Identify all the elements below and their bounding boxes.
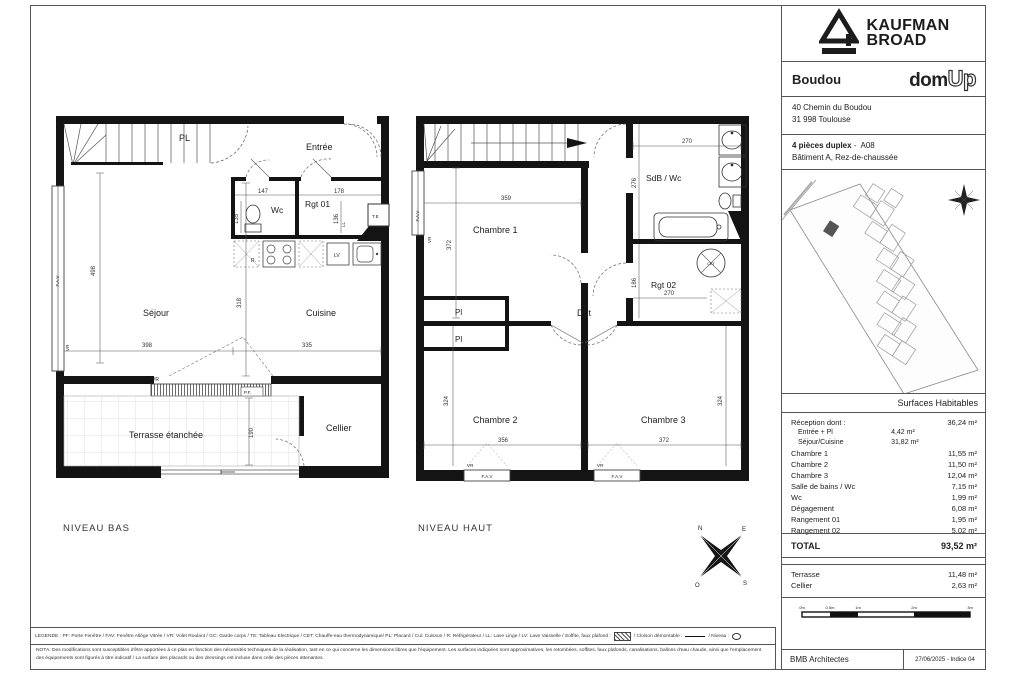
label-fav-bas: F.A.V — [55, 275, 60, 287]
label-vr-window: VR — [65, 344, 70, 351]
kaufman-broad-logo-icon — [819, 8, 859, 60]
sheet-frame — [30, 5, 986, 670]
label-dgt: Dgt — [577, 308, 592, 318]
label-sejour: Séjour — [143, 308, 170, 318]
label-vr-ch3: VR — [597, 463, 604, 468]
toilet-icon — [245, 205, 261, 232]
legend-niveau: / Niveau : — [708, 633, 730, 639]
compass-e: E — [742, 527, 747, 533]
label-fridge: R. — [251, 258, 256, 264]
domup-up: Up — [947, 66, 976, 91]
dim-324-left: 324 — [444, 395, 450, 407]
scale-bar — [798, 604, 978, 622]
dim-135: 135 — [234, 213, 240, 225]
panel-footer — [782, 649, 986, 669]
label-terrasse: Terrasse étanchée — [129, 430, 204, 440]
svg-text:2m: 2m — [911, 605, 917, 610]
site-compass-icon — [948, 184, 980, 216]
label-chambre2: Chambre 2 — [473, 415, 518, 425]
label-cet: CET — [707, 261, 715, 266]
table-row: Rangement 02 5,02 m² — [791, 526, 977, 535]
unit-sep: - — [853, 141, 857, 150]
surfaces-title: Surfaces Habitables — [897, 398, 978, 408]
title-niveau-haut: NIVEAU HAUT — [418, 523, 493, 534]
compass-o: O — [695, 583, 700, 589]
annex-surfaces — [782, 564, 986, 598]
domup-dom: dom — [909, 70, 948, 91]
svg-text:1m: 1m — [855, 605, 861, 610]
dim-318: 318 — [237, 297, 243, 309]
walls-haut — [416, 116, 749, 481]
kitchen-appliances — [234, 241, 381, 267]
level-mark-icon — [732, 633, 741, 640]
plan-niveau-haut — [411, 113, 756, 485]
table-subrow: Entrée + Pl 4,42 m² — [798, 429, 915, 436]
surfaces-table — [782, 413, 986, 533]
label-pf: P.F. — [244, 390, 252, 395]
dim-372: 372 — [447, 239, 453, 251]
dim-335: 335 — [301, 343, 313, 349]
label-cuisine: Cuisine — [306, 308, 337, 318]
dim-324-right: 324 — [718, 395, 724, 407]
brand-name-line1: KAUFMAN — [866, 16, 950, 34]
scale-bar-area — [782, 598, 986, 649]
compass-s: S — [743, 581, 748, 587]
table-subrow: Séjour/Cuisine 31,82 m² — [798, 439, 919, 446]
address-block — [782, 96, 986, 134]
bathroom-fixtures — [654, 125, 746, 241]
nota-strip — [31, 644, 776, 669]
svg-text:0,5m: 0,5m — [825, 605, 835, 610]
brand-name-line2: BROAD — [866, 31, 927, 49]
dim-372-ch3: 372 — [658, 438, 670, 444]
table-row: Salle de bains / Wc 7,15 m² — [791, 482, 977, 491]
title-niveau-bas: NIVEAU BAS — [63, 523, 131, 534]
label-pl2: Pl — [455, 335, 463, 344]
label-fav-ch3: F.A.V — [611, 474, 623, 479]
table-row: Wc 1,99 m² — [791, 493, 977, 502]
dim-356: 356 — [497, 438, 509, 444]
soffit-hatch-icon — [614, 632, 631, 641]
dim-270-rgt: 270 — [663, 291, 675, 297]
stair-bas — [64, 124, 248, 165]
table-row: Cellier 2,63 m² — [791, 581, 977, 590]
surfaces-header — [782, 393, 986, 413]
unit-ref: A08 — [860, 141, 875, 150]
legend-cloison: / Cloison démontable : — [633, 633, 683, 639]
compass-rose — [676, 514, 766, 599]
svg-text:3m: 3m — [967, 605, 973, 610]
table-row: Terrasse 11,48 m² — [791, 570, 977, 579]
stair-arrow — [567, 138, 587, 148]
brand-logo-block — [782, 6, 986, 61]
svg-text:0m: 0m — [799, 605, 805, 610]
dim-136: 136 — [334, 213, 340, 225]
architect-name: BMB Architectes — [782, 650, 904, 669]
label-lv: LV — [334, 253, 340, 259]
label-entree: Entrée — [306, 142, 333, 152]
label-vr-haut: VR — [427, 236, 432, 243]
stair-haut — [424, 124, 578, 161]
site-plan — [782, 169, 986, 393]
label-fav-haut: F.A.V — [415, 210, 420, 222]
domup-logo — [909, 66, 976, 92]
dim-398: 398 — [141, 343, 153, 349]
unit-type: 4 pièces duplex — [792, 141, 852, 150]
label-fav-ch2: F.A.V — [481, 474, 493, 479]
cet-icon — [697, 249, 725, 277]
table-row: Chambre 2 11,50 m² — [791, 460, 977, 469]
legend-text: LEGENDE : PF: Porte Fenêtre / FAV: Fenêtre Allège Vitrée / VR: Volet Roulant / GC: Garde corps / TE: Tableau Electrique / CET: Chauffe-eau thermodynamique/ PL: Placard / Cui: Cuisson / R: Réfrigérateur / LL: Lave Linge / LV: Lave Vaisselle / Soffite, faux plafond : — [35, 633, 611, 639]
label-vr-ch2: VR — [467, 463, 474, 468]
dim-359: 359 — [500, 196, 512, 202]
dim-178: 178 — [333, 189, 345, 195]
dim-276: 276 — [632, 177, 638, 189]
compass-n: N — [698, 526, 703, 532]
label-wc: Wc — [271, 205, 284, 215]
dim-270-sdb: 270 — [681, 139, 693, 145]
nota-text: NOTA: Des modifications sont susceptibles d'être apportées à ce plan en fonction des nécessités techniques de la réalisation, tant en ce qui concerne les dimensions libres que l'équipement. Les surfaces indiquées sont approximatives, les retombées, soffites, faux plafonds, canalisations, ballons d'eau chaude, ainsi que l'emplacement des équipements sont figurés à titre indicatif / La surface des placards ou des dressings est incluse dans celle des pièces attenantes. — [36, 648, 762, 661]
address-line2: 31 998 Toulouse — [792, 115, 851, 124]
table-row: Réception dont : 36,24 m² — [791, 418, 977, 427]
address-line1: 40 Chemin du Boudou — [792, 103, 872, 112]
table-row: Dégagement 6,08 m² — [791, 504, 977, 513]
label-te: T.E — [372, 214, 379, 219]
dim-147: 147 — [257, 189, 269, 195]
label-rgt02: Rgt 02 — [651, 280, 677, 290]
label-rgt01: Rgt 01 — [305, 199, 331, 209]
unit-location: Bâtiment A, Rez-de-chaussée — [792, 153, 898, 162]
table-row: Rangement 01 1,95 m² — [791, 515, 977, 524]
partition-line-icon — [685, 636, 705, 637]
title-block-panel — [781, 6, 986, 669]
dim-186: 186 — [632, 277, 638, 289]
total-value: 93,52 m² — [940, 540, 977, 551]
project-name: Boudou — [792, 71, 842, 87]
table-row: Chambre 3 12,04 m² — [791, 471, 977, 480]
label-chambre1: Chambre 1 — [473, 225, 518, 235]
plan-niveau-bas — [51, 113, 391, 481]
entry-door-swing — [344, 124, 381, 157]
project-row — [782, 61, 986, 96]
unit-block — [782, 134, 986, 169]
label-cellier: Cellier — [326, 423, 352, 433]
rgt02-closet — [711, 289, 741, 313]
label-vr-bas: VR — [152, 377, 159, 383]
revision-date: 27/06/2025 - Indice 04 — [915, 656, 975, 663]
dim-190: 190 — [249, 427, 255, 439]
label-ll: LL — [341, 221, 346, 227]
legend-strip — [31, 627, 776, 644]
label-chambre3: Chambre 3 — [641, 415, 686, 425]
table-row: Chambre 1 11,55 m² — [791, 449, 977, 458]
total-row — [782, 533, 986, 558]
label-pl: PL — [179, 133, 191, 143]
dim-498: 498 — [91, 265, 97, 277]
label-sdb: SdB / Wc — [646, 173, 682, 183]
total-label: TOTAL — [791, 540, 821, 551]
label-pl1: Pl — [455, 308, 463, 317]
